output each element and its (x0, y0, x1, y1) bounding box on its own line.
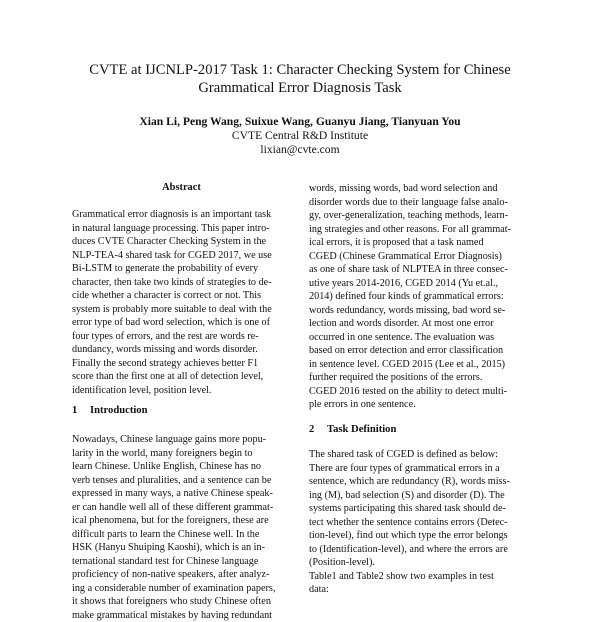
section-number: 2 (309, 424, 327, 436)
text-line: expressed in many ways, a native Chinese speak- (72, 487, 291, 501)
text-line: HSK (Hanyu Shuiping Kaoshi), which is an in- (72, 541, 291, 555)
text-line: utive years 2014-2016, CGED 2014 (Yu et.al., (309, 277, 529, 291)
text-line: er can handle well all of these different grammat- (72, 501, 291, 515)
text-line: The shared task of CGED is defined as below: (309, 448, 529, 462)
email: lixian@cvte.com (40, 143, 560, 157)
abstract-body (72, 208, 291, 397)
text-line: make grammatical mistakes by having redundant (72, 609, 291, 622)
text-line: score than the first one at all of detection level, (72, 370, 291, 384)
text-line: Grammatical error diagnosis is an important task (72, 208, 291, 222)
text-line: systems participating this shared task should de- (309, 502, 529, 516)
text-line: data: (309, 583, 529, 597)
text-line: identification level, position level. (72, 384, 291, 398)
text-line: in natural language processing. This paper intro- (72, 222, 291, 236)
text-line: lection and words disorder. At most one error (309, 317, 529, 331)
text-line: Finally the second strategy achieves better F1 (72, 357, 291, 371)
text-line: tion-level), find out which type the error belongs (309, 529, 529, 543)
text-line: ing strategies and other reasons. For all grammat- (309, 223, 529, 237)
text-line: sentence, which are redundancy (R), words miss- (309, 475, 529, 489)
text-line: gy, over-generalization, teaching methods, learn- (309, 209, 529, 223)
section-heading-introduction (72, 405, 148, 417)
author-list: Xian Li, Peng Wang, Suixue Wang, Guanyu Jiang, Tianyuan You (40, 115, 560, 129)
section-number: 1 (72, 405, 90, 417)
text-line: ternational standard test for Chinese language (72, 555, 291, 569)
text-line: occurred in one sentence. The evaluation was (309, 331, 529, 345)
text-line: CGED 2016 tested on the ability to detect multi- (309, 385, 529, 399)
text-line: ing (M), bad selection (S) and disorder (D). The (309, 489, 529, 503)
text-line: system is probably more suitable to deal with the (72, 303, 291, 317)
text-line: disorder words due to their language false analo- (309, 196, 529, 210)
text-line: There are four types of grammatical errors in a (309, 462, 529, 476)
section-heading-task-definition (309, 424, 396, 436)
text-line: four types of errors, and the rest are words re- (72, 330, 291, 344)
text-line: ical phenomena, but for the foreigners, these are (72, 514, 291, 528)
text-line: tect whether the sentence contains errors (Detec- (309, 516, 529, 530)
text-line: duces CVTE Character Checking System in the (72, 235, 291, 249)
text-line: words, missing words, bad word selection and (309, 182, 529, 196)
section-title: Task Definition (327, 424, 396, 435)
section-title: Introduction (90, 405, 148, 416)
text-line: to (Identification-level), and where the errors are (309, 543, 529, 557)
text-line: words redundancy, words missing, bad word se- (309, 304, 529, 318)
text-line: verb tenses and pluralities, and a sentence can be (72, 474, 291, 488)
text-line: error type of bad word selection, which is one of (72, 316, 291, 330)
text-line: based on error detection and error classification (309, 344, 529, 358)
text-line: it shows that foreigners who study Chinese often (72, 595, 291, 609)
text-line: larity in the world, many foreigners begin to (72, 447, 291, 461)
affiliation: CVTE Central R&D Institute (40, 129, 560, 143)
text-line: as one of share task of NLPTEA in three consec- (309, 263, 529, 277)
text-line: cide whether a character is correct or not. This (72, 289, 291, 303)
text-line: dundancy, words missing and words disorder. (72, 343, 291, 357)
abstract-heading: Abstract (72, 182, 291, 194)
text-line: ical errors, it is proposed that a task named (309, 236, 529, 250)
paper-title-line-1: CVTE at IJCNLP-2017 Task 1: Character Checking System for Chinese (40, 61, 560, 79)
text-line: Nowadays, Chinese language gains more popu- (72, 433, 291, 447)
text-line: in sentence level. CGED 2015 (Lee et al., 2015) (309, 358, 529, 372)
text-line: learn Chinese. Unlike English, Chinese has no (72, 460, 291, 474)
text-line: NLP-TEA-4 shared task for CGED 2017, we use (72, 249, 291, 263)
text-line: (Position-level). (309, 556, 529, 570)
text-line: further required the positions of the errors. (309, 371, 529, 385)
text-line: proficiency of non-native speakers, after analyz- (72, 568, 291, 582)
text-line: ing a considerable number of examination papers, (72, 582, 291, 596)
text-line: CGED (Chinese Grammatical Error Diagnosis) (309, 250, 529, 264)
task-definition-body (309, 448, 529, 597)
introduction-body-continued (309, 182, 529, 412)
text-line: difficult parts to learn the Chinese well. In the (72, 528, 291, 542)
introduction-body (72, 433, 291, 622)
text-line: ple errors in one sentence. (309, 398, 529, 412)
paper-title-line-2: Grammatical Error Diagnosis Task (40, 79, 560, 97)
text-line: character, then take two kinds of strategies to de- (72, 276, 291, 290)
text-line: Bi-LSTM to generate the probability of every (72, 262, 291, 276)
text-line: Table1 and Table2 show two examples in test (309, 570, 529, 584)
text-line: 2014) defined four kinds of grammatical errors: (309, 290, 529, 304)
